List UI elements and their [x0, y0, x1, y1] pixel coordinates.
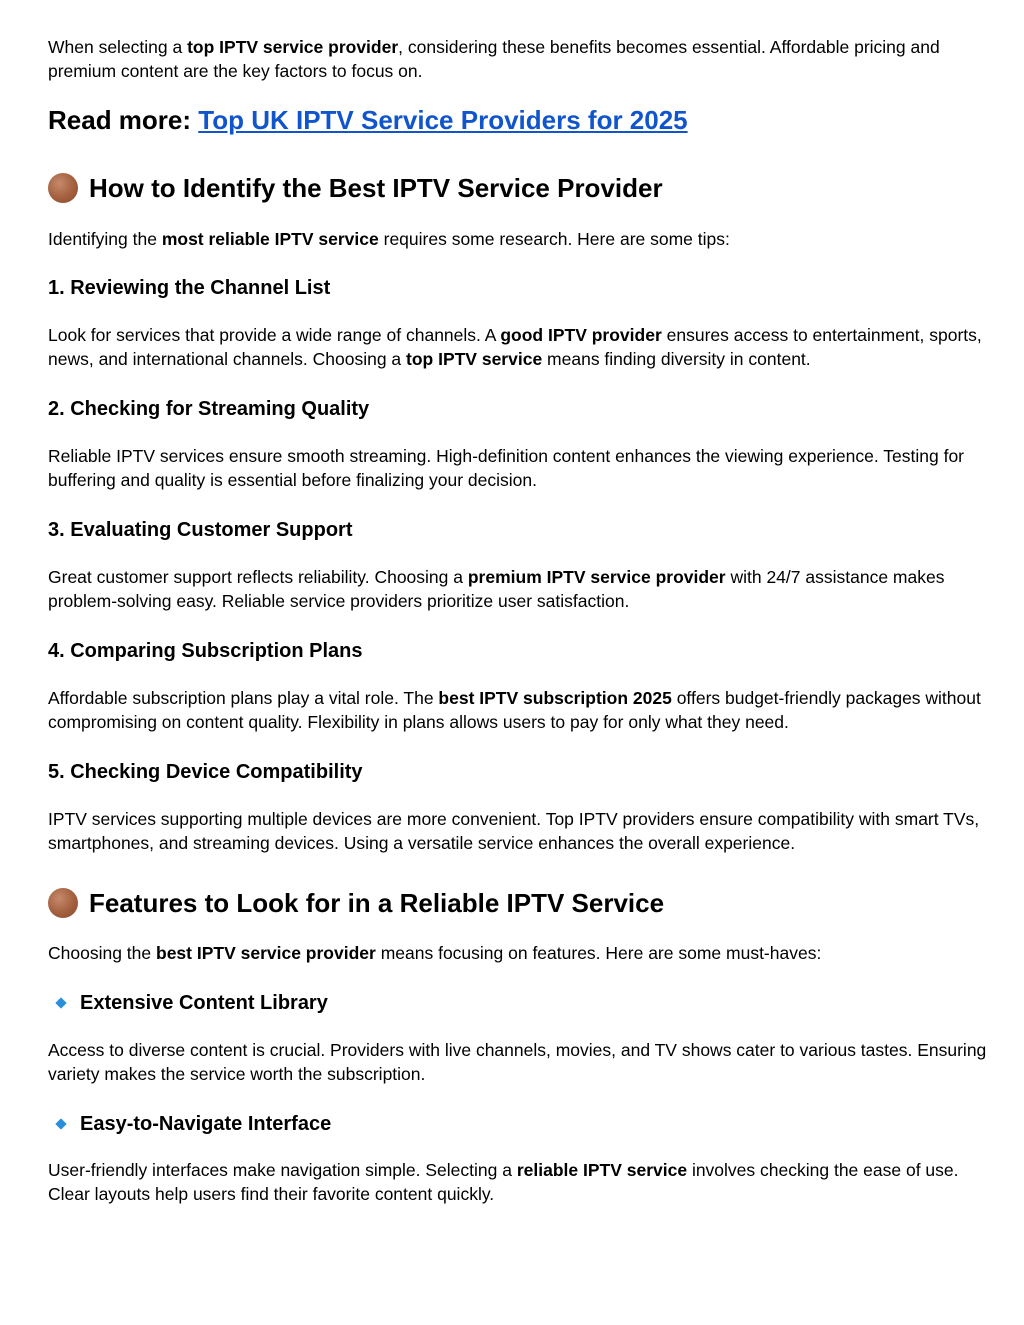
paragraph-streaming-quality [48, 444, 988, 492]
intro-keyword: top IPTV service provider [187, 37, 399, 57]
subheading-channel-list: 1. Reviewing the Channel List [48, 277, 331, 299]
paragraph-text: ensures access to entertainment, sports, news, and international channels. Choosing a [48, 325, 982, 369]
section-heading-text: How to Identify the Best IPTV Service Provider [89, 173, 663, 203]
paragraph-text: offers budget-friendly packages without compromising on content quality. Flexibility in plans allows users to pay for only what they need. [48, 688, 981, 732]
subheading-customer-support: 3. Evaluating Customer Support [48, 519, 353, 541]
intro-paragraph [48, 35, 988, 83]
paragraph-text: Look for services that provide a wide range of channels. A [48, 325, 501, 345]
read-more-link[interactable]: Top UK IPTV Service Providers for 2025 [198, 105, 688, 135]
section-intro [48, 941, 988, 965]
paragraph-keyword: top IPTV service [406, 349, 543, 369]
intro-keyword: best IPTV service provider [156, 943, 376, 963]
paragraph-keyword: reliable IPTV service [516, 1160, 688, 1180]
paragraph-customer-support [48, 565, 988, 613]
blue-diamond-icon [55, 1118, 66, 1129]
paragraph-text: User-friendly interfaces make navigation simple. Selecting a [48, 1160, 517, 1180]
intro-keyword: most reliable IPTV service [161, 229, 379, 249]
blue-diamond-icon [55, 997, 66, 1008]
paragraph-device-compatibility [48, 807, 988, 855]
paragraph-subscription-plans [48, 686, 988, 734]
read-more [48, 104, 988, 136]
section-heading-text: Features to Look for in a Reliable IPTV Service [89, 888, 665, 918]
section-heading-identify [48, 172, 988, 204]
paragraph-interface [48, 1158, 988, 1206]
intro-text: When selecting a [48, 37, 188, 57]
paragraph-text: means finding diversity in content. [542, 349, 811, 369]
read-more-label: Read more: [48, 105, 199, 135]
feature-heading-content-library [48, 990, 988, 1016]
brown-circle-icon [48, 173, 78, 203]
paragraph-text: IPTV services supporting multiple devices are more convenient. Top IPTV providers ensure compatibility with smart TVs, smartphones, and streaming devices. Using a versatile service enhances the overall experience. [48, 809, 980, 853]
section-heading-features [48, 887, 988, 919]
paragraph-text: Great customer support reflects reliability. Choosing a [48, 567, 468, 587]
paragraph-keyword: good IPTV provider [500, 325, 662, 345]
paragraph-text: Affordable subscription plans play a vital role. The [48, 688, 439, 708]
feature-heading-text: Easy-to-Navigate Interface [80, 1113, 332, 1135]
intro-text: , considering these benefits becomes essential. Affordable pricing and premium content are the key factors to focus on. [48, 37, 940, 81]
brown-circle-icon [48, 888, 78, 918]
intro-text: means focusing on features. Here are some must-haves: [375, 943, 822, 963]
paragraph-channel-list [48, 323, 988, 371]
paragraph-text: with 24/7 assistance makes problem-solving easy. Reliable service providers prioritize user satisfaction. [48, 567, 945, 611]
paragraph-keyword: premium IPTV service provider [467, 567, 726, 587]
intro-text: Identifying the [48, 229, 162, 249]
feature-heading-text: Extensive Content Library [80, 992, 328, 1014]
paragraph-content-library [48, 1038, 988, 1086]
subheading-device-compatibility: 5. Checking Device Compatibility [48, 761, 363, 783]
intro-text: requires some research. Here are some tips: [378, 229, 730, 249]
paragraph-text: involves checking the ease of use. Clear layouts help users find their favorite content quickly. [48, 1160, 959, 1204]
intro-text: Choosing the [48, 943, 156, 963]
paragraph-text: Reliable IPTV services ensure smooth streaming. High-definition content enhances the viewing experience. Testing for buffering and quality is essential before finalizing your decision. [48, 446, 964, 490]
subheading-streaming-quality: 2. Checking for Streaming Quality [48, 398, 370, 420]
feature-heading-interface [48, 1111, 988, 1137]
subheading-subscription-plans: 4. Comparing Subscription Plans [48, 640, 363, 662]
section-intro [48, 227, 988, 251]
paragraph-text: Access to diverse content is crucial. Providers with live channels, movies, and TV shows cater to various tastes. Ensuring variety makes the service worth the subscription. [48, 1040, 987, 1084]
paragraph-keyword: best IPTV subscription 2025 [438, 688, 672, 708]
